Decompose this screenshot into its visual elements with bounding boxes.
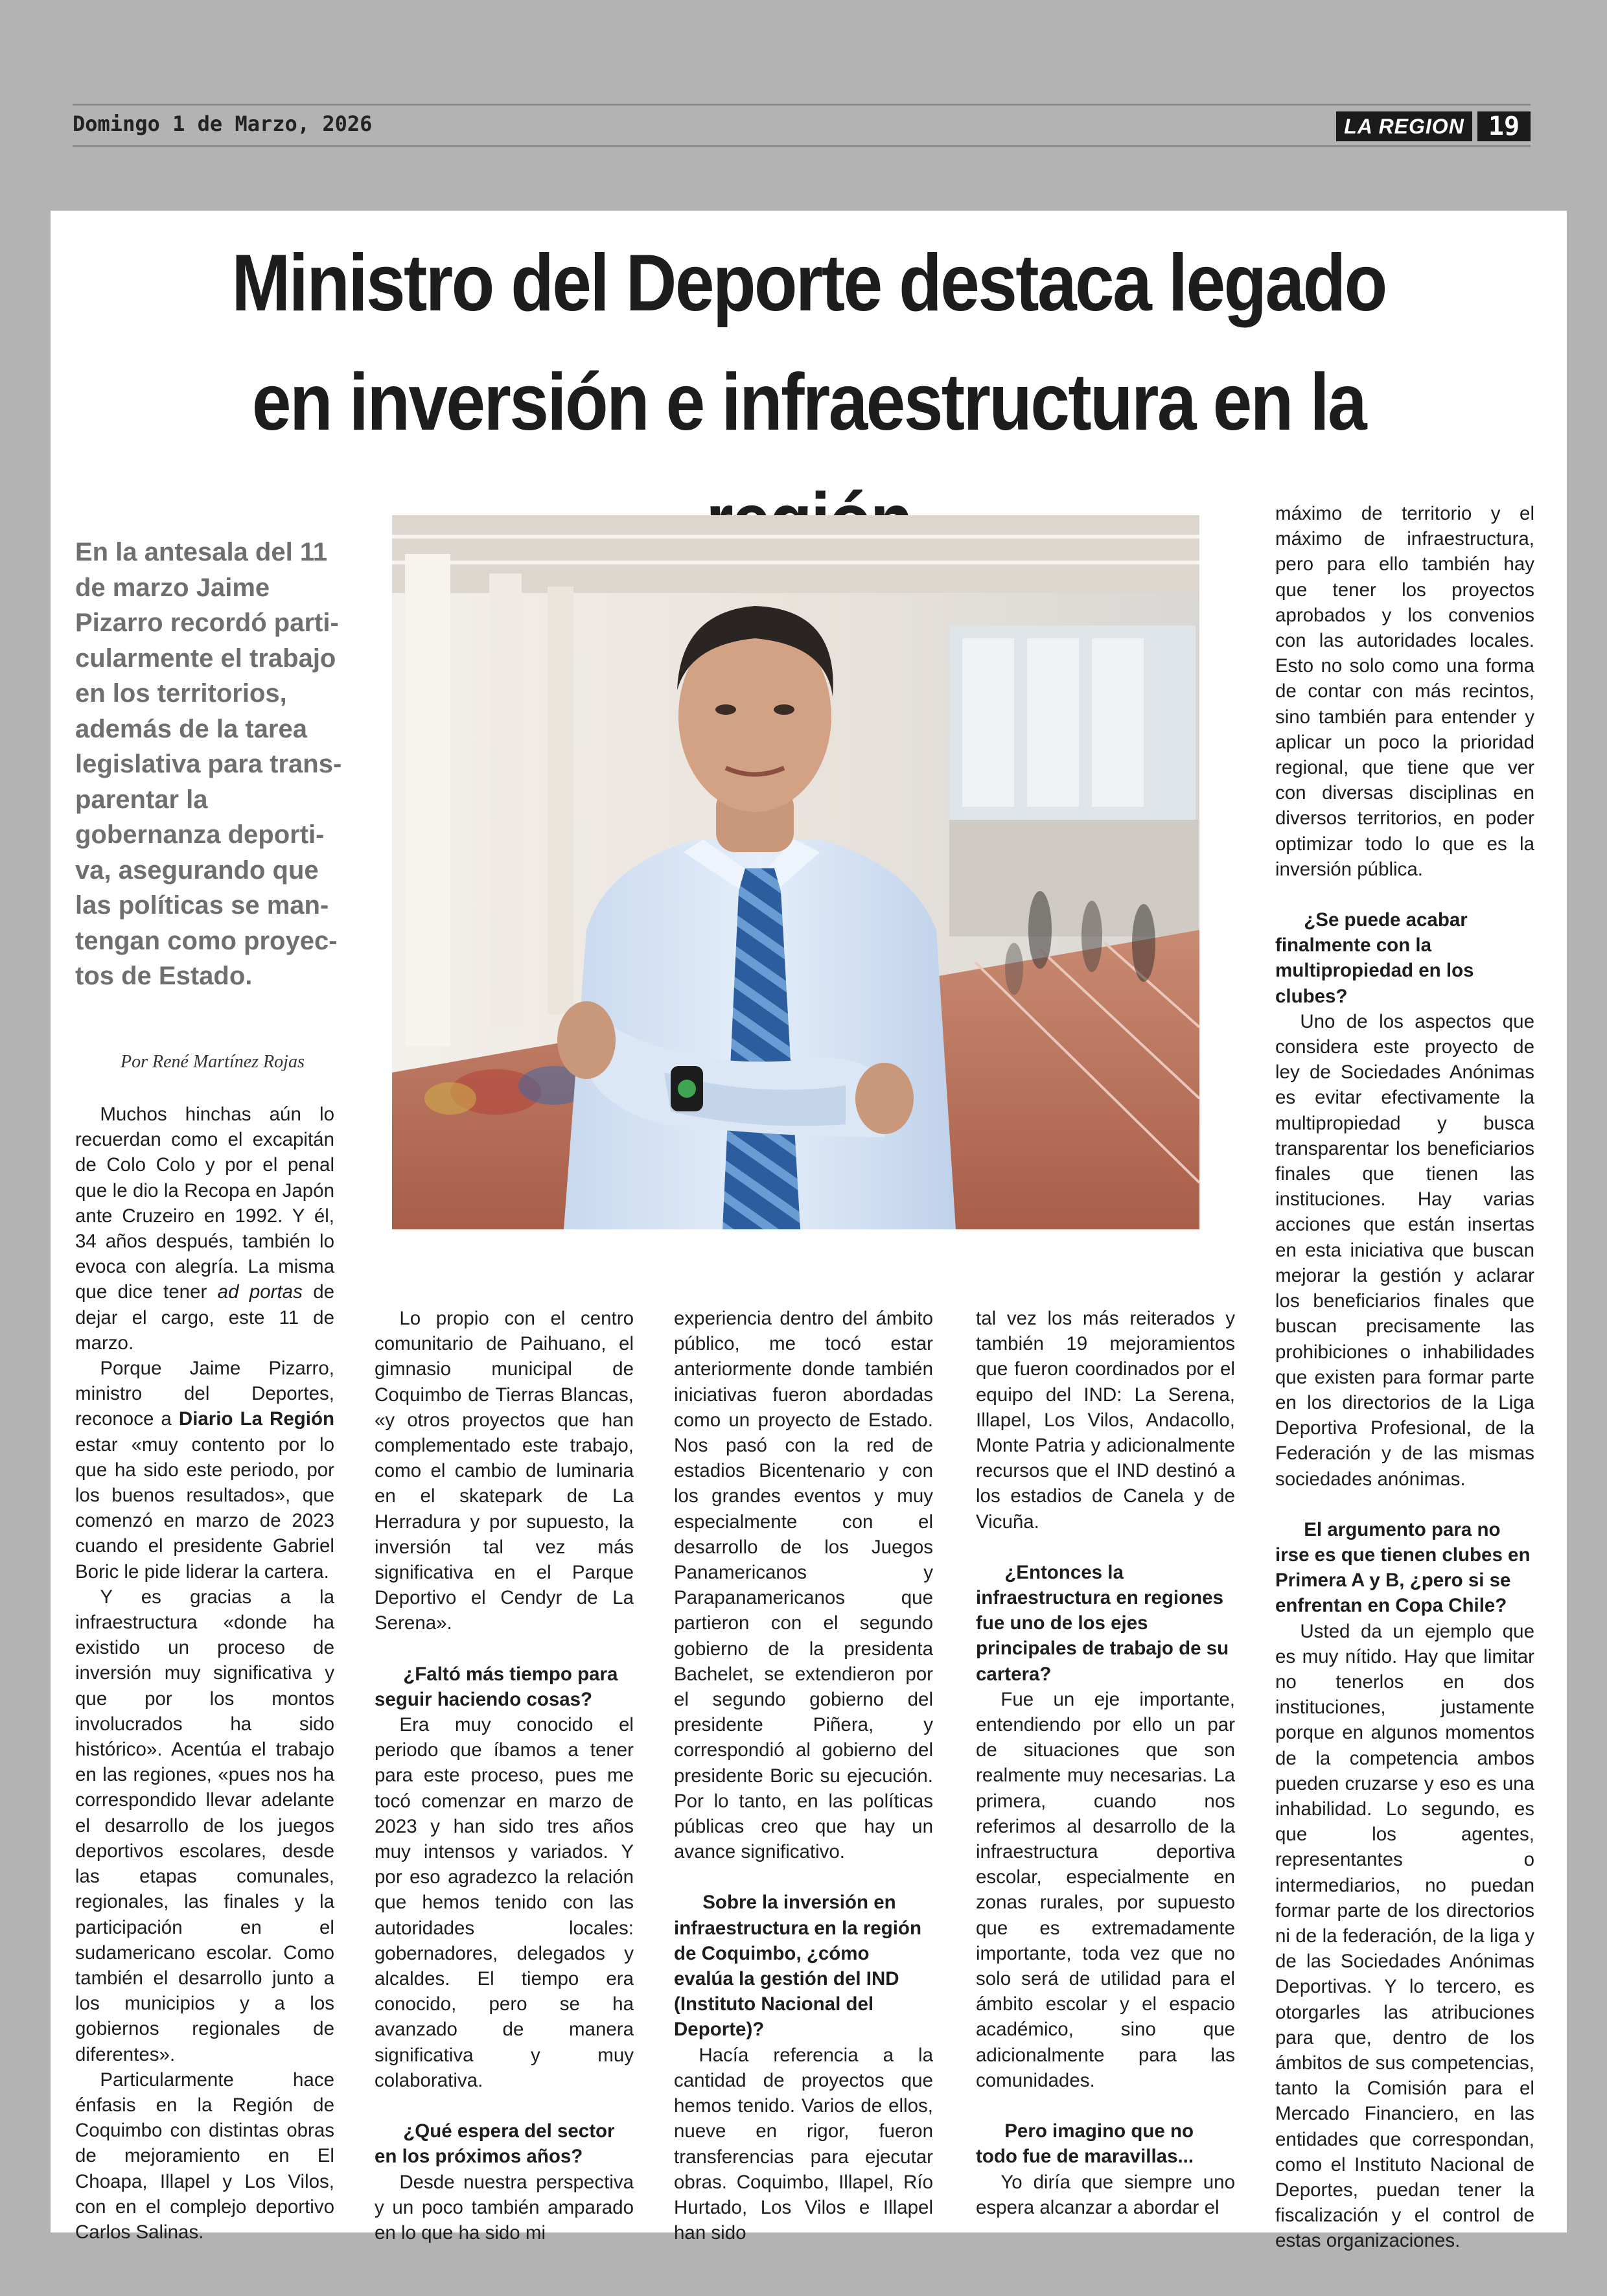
page-number: 19 bbox=[1477, 111, 1531, 141]
headline-line-1: Ministro del Deporte destaca legado bbox=[231, 238, 1386, 328]
body-paragraph: Particularmente hace énfasis en la Región de Coquimbo con distintas obras de mejoramiento en El Choapa, Illapel y Los Vilos, con en el complejo deportivo Carlos Salinas. bbox=[75, 2069, 334, 2243]
body-paragraph: experiencia dentro del ámbito público, me tocó estar anteriormente donde también iniciativas fueron abordadas como un proyecto de Estado. Nos pasó con la red de estadios Bicentenario y con los grandes eventos y muy especialmente con el desarrollo de los Juegos Panamericanos y Parapanamericanos que partieron con el segundo gobierno de la presidenta Bachelet, se extendieron por el segundo gobierno del presidente Piñera, y correspondió al gobierno del presidente Boric su ejecución. Por lo tanto, en las políticas públicas creo que hay un avance significativo. bbox=[674, 1308, 933, 1863]
emphasis-text: ad portas bbox=[217, 1281, 303, 1303]
body-paragraph: máximo de territorio y el máximo de infraestructura, pero para ello también hay que tener los proyectos aprobados y los convenios con las autoridades locales. Esto no solo como una forma de contar con más recintos, sino también para entender y aplicar un poco la prioridad regional, que tiene que ver con diversas disciplinas en diversos territorios, en poder optimizar todo lo que es la inversión pública. bbox=[1275, 503, 1534, 880]
lead-line: gobernanza deporti- bbox=[75, 820, 325, 849]
body-paragraph: Hacía referencia a la cantidad de proyectos que hemos tenido. Varios de ellos, nueve en rigor, fueron transferencias para ejecutar obras. Coquimbo, Illapel, Río Hurtado, Los Vilos e Illapel han sido bbox=[674, 2044, 933, 2244]
lead-line: tos de Estado. bbox=[75, 962, 253, 990]
body-paragraph bbox=[75, 1102, 334, 1356]
lead-line: va, asegurando que bbox=[75, 855, 319, 885]
interview-question: ¿Entonces la infraestructura en regiones fue uno de los ejes principales de trabajo de su cartera? bbox=[976, 1561, 1229, 1685]
photo-illustration bbox=[392, 515, 1199, 1229]
article-column-1 bbox=[75, 1102, 334, 2245]
body-text: Porque Jaime Pizarro, ministro del Deportes, reconoce a bbox=[75, 1358, 334, 1430]
body-paragraph: Era muy conocido el periodo que íbamos a tener para este proceso, pues me tocó comenzar en marzo de 2023 y han sido tres años muy intensos y variados. Y por eso agradezco la relación que hemos tenido con las autoridades locales: gobernadores, delegados y alcaldes. El tiempo era conocido, pero se ha avanzado de manera significativa y muy colaborativa. bbox=[375, 1714, 634, 2091]
interview-question: ¿Se puede acabar finalmente con la multipropiedad en los clubes? bbox=[1275, 909, 1474, 1007]
interview-question: Sobre la inversión en infraestructura en la región de Coquimbo, ¿cómo evalúa la gestión del IND (Instituto Nacional del Deporte)? bbox=[674, 1892, 921, 2041]
body-paragraph: Fue un eje importante, entendiendo por ello un par de situaciones que son realmente muy necesarias. La primera, cuando nos referimos al desarrollo de la infraestructura deportiva escolar, especialmente en zonas rurales, por supuesto que es extremadamente importante, toda vez que no solo será de utilidad para el ámbito escolar y el espacio académico, sino que adicionalmente para las comunidades. bbox=[976, 1688, 1235, 2091]
lead-line: de marzo Jaime bbox=[75, 573, 270, 602]
body-text: de dejar el cargo, este 11 de marzo. bbox=[75, 1281, 335, 1354]
body-paragraph: Usted da un ejemplo que es muy nítido. Hay que limitar no tenerlos en dos instituciones, justamente porque en algunos momentos de la competencia ambos pueden cruzarse y eso es una inhabilidad. Lo segundo, es que los agentes, representantes o intermediarios, no puedan formar parte de los directorios ni de la federación, de la liga y de las Sociedades Anónimas Deportivas. Y lo tercero, es otorgarles las atribuciones para que, dentro de los ámbitos de sus competencias, tanto la Comisión para el Mercado Financiero, en las entidades que correspondan, como el Instituto Nacional de Deportes, puedan tener la fiscalización y el control de estas organizaciones. bbox=[1275, 1620, 1534, 2252]
masthead-rule-top bbox=[73, 104, 1531, 106]
article-column-4 bbox=[976, 1306, 1235, 2220]
lead-line: parentar la bbox=[75, 785, 208, 814]
lead-summary bbox=[75, 535, 342, 994]
body-text: estar «muy contento por lo que ha sido este periodo, por los buenos resultados», que comenzó en marzo de 2023 cuando el presidente Gabriel Boric le pide liderar la cartera. bbox=[75, 1433, 334, 1583]
article-page bbox=[51, 211, 1567, 2252]
lead-line: las políticas se man- bbox=[75, 891, 329, 920]
interview-question: El argumento para no irse es que tienen clubes en Primera A y B, ¿pero si se enfrentan en Copa Chile? bbox=[1275, 1518, 1531, 1617]
body-paragraph: Lo propio con el centro comunitario de Paihuano, el gimnasio municipal de Coquimbo de Tierras Blancas, «y otros proyectos que han complementado este trabajo, como el cambio de luminaria en el skatepark de La Herradura y por supuesto, la inversión tal vez más significativa en el Parque Deportivo el Cendyr de La Serena». bbox=[375, 1308, 634, 1634]
article-column-5 bbox=[1275, 501, 1534, 2254]
interview-question: Pero imagino que no todo fue de maravillas... bbox=[976, 2120, 1194, 2168]
minister-photo bbox=[392, 515, 1199, 1229]
lead-line: En la antesala del 11 bbox=[75, 538, 328, 566]
body-paragraph: Uno de los aspectos que considera este proyecto de ley de Sociedades Anónimas es evitar efectivamente la multipropiedad y busca transparentar los beneficiarios finales que tienen las instituciones. Hay varias acciones que están insertas en esta iniciativa que buscan mejorar la gestión y aclarar los beneficiarios finales que buscan precisamente las prohibiciones o inhabilidades que existen para formar parte en los directorios de la Liga Deportiva Profesional, de la Federación y de las mismas sociedades anónimas. bbox=[1275, 1010, 1534, 1490]
interview-question: ¿Qué espera del sector en los próximos años? bbox=[375, 2120, 615, 2168]
article-column-3 bbox=[674, 1306, 933, 2245]
lead-line: tengan como proyec- bbox=[75, 926, 338, 955]
issue-date: Domingo 1 de Marzo, 2026 bbox=[73, 111, 373, 136]
body-paragraph: Desde nuestra perspectiva y un poco también amparado en lo que ha sido mi bbox=[375, 2171, 634, 2244]
lead-line: cularmente el trabajo bbox=[75, 644, 336, 673]
newspaper-name-text: Diario La Región bbox=[178, 1408, 334, 1430]
lead-line: en los territorios, bbox=[75, 679, 287, 708]
masthead-rule-bottom bbox=[73, 145, 1531, 147]
body-text: Muchos hinchas aún lo recuerdan como el excapitán de Colo Colo y por el penal que le dio la Recopa en Japón ante Cruzeiro en 1992. Y él, 34 años después, también lo evoca con alegría. La misma que dice tener bbox=[75, 1104, 334, 1303]
lead-line: además de la tarea bbox=[75, 714, 307, 743]
byline: Por René Martínez Rojas bbox=[121, 1052, 305, 1072]
body-paragraph: tal vez los más reiterados y también 19 mejoramientos que fueron coordinados por el equipo del IND: La Serena, Illapel, Los Vilos, Andacollo, Monte Patria y adicionalmente recursos que el IND destinó a los estadios de Canela y de Vicuña. bbox=[976, 1308, 1235, 1533]
interview-question: ¿Faltó más tiempo para seguir haciendo cosas? bbox=[375, 1663, 618, 1710]
body-paragraph: Y es gracias a la infraestructura «donde ha existido un proceso de inversión muy significativa y que por los montos involucrados ha sido histórico». Acentúa el trabajo en las regiones, «pues nos ha correspondido llevar adelante el desarrollo de los juegos deportivos escolares, desde las etapas comunales, regionales, las finales y la participación en el sudamericano escolar. Como también el desarrollo junto a los municipios y a los gobiernos regionales de diferentes». bbox=[75, 1586, 334, 2065]
body-paragraph bbox=[75, 1356, 334, 1584]
headline-line-2: en inversión e infraestructura en la bbox=[251, 358, 1366, 447]
lead-line: Pizarro recordó parti- bbox=[75, 609, 339, 637]
article-column-2 bbox=[375, 1306, 634, 2245]
body-paragraph: Yo diría que siempre uno espera alcanzar a abordar el bbox=[976, 2171, 1235, 2218]
lead-line: legislativa para trans- bbox=[75, 750, 342, 778]
newspaper-logo: LA REGION bbox=[1336, 111, 1472, 141]
